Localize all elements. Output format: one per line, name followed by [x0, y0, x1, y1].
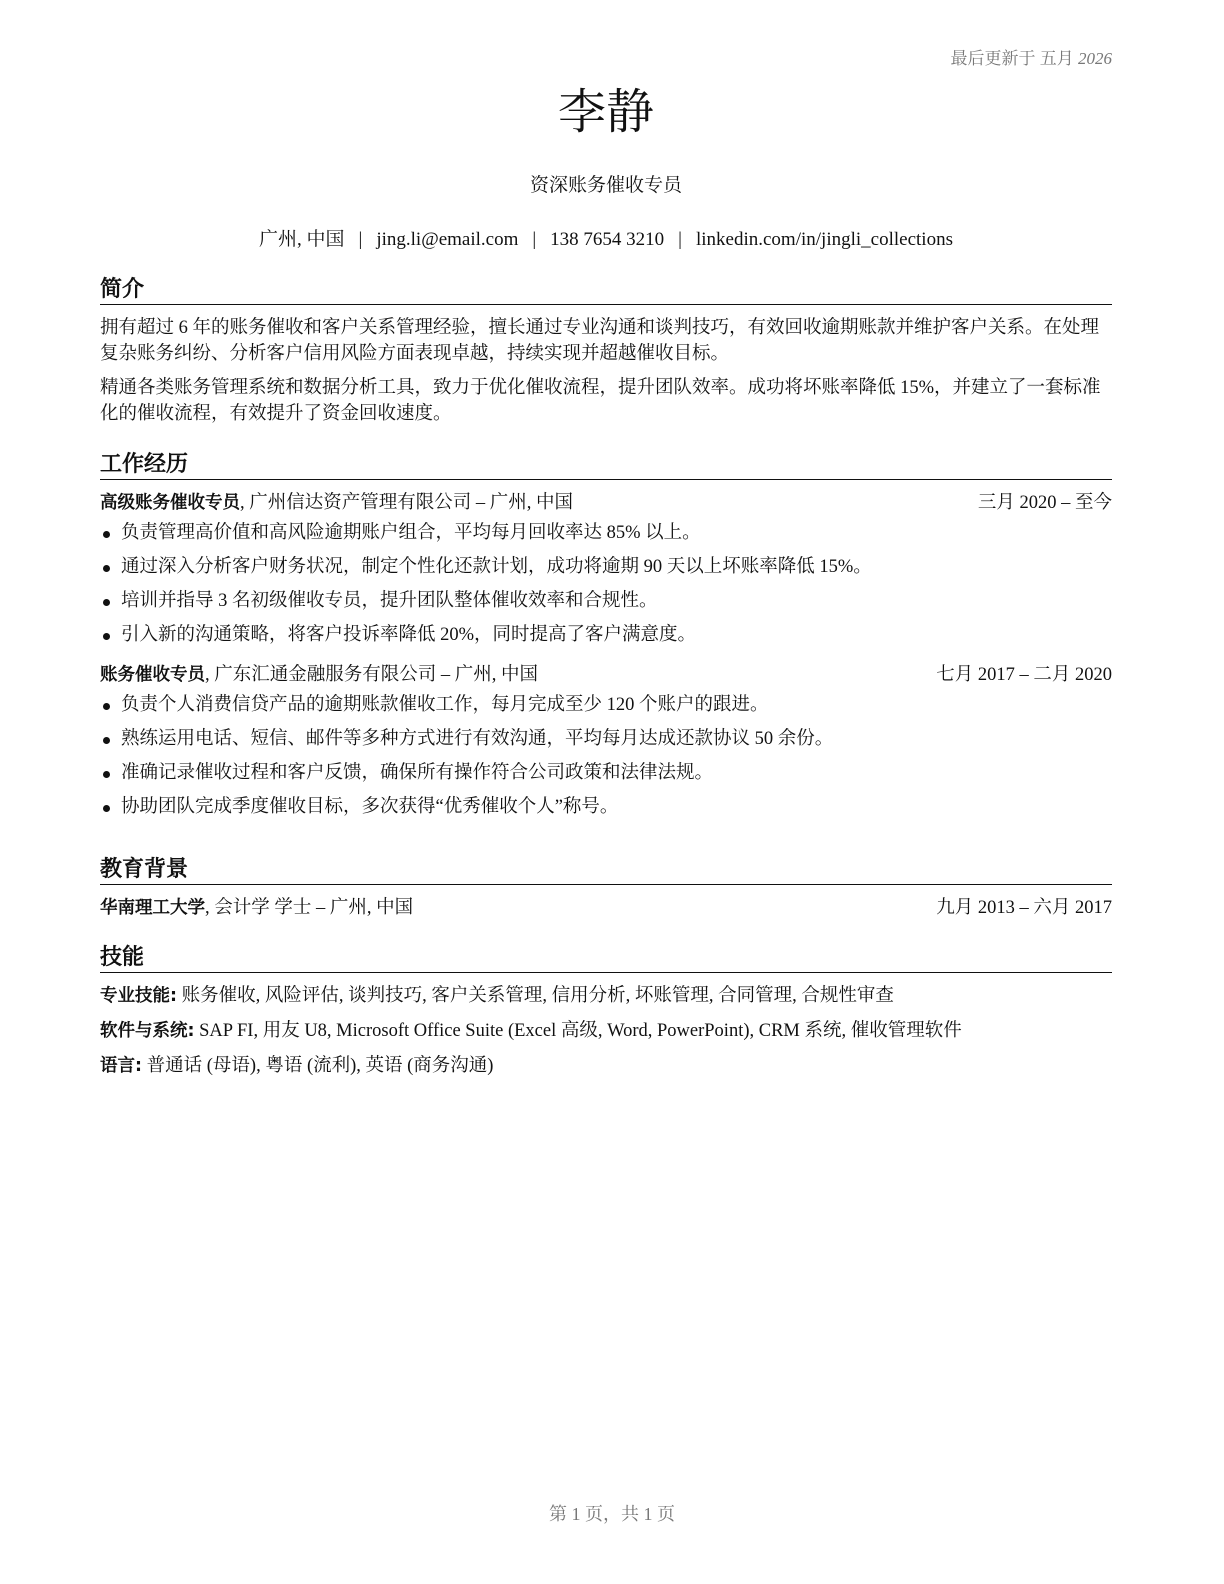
- skill-label: 语言:: [100, 1056, 142, 1076]
- job-title-company: [100, 490, 573, 516]
- summary-paragraph: 拥有超过 6 年的账务催收和客户关系管理经验，擅长通过专业沟通和谈判技巧，有效回收逾期账款并维护客户关系。在处理复杂账务纠纷、分析客户信用风险方面表现卓越，持续实现并超越催收目标。: [100, 318, 1100, 364]
- section-heading-summary: 简介: [100, 276, 1112, 305]
- job-title: 账务催收专员: [100, 665, 205, 685]
- experience-section: [100, 451, 1112, 828]
- contact-phone: 138 7654 3210: [550, 229, 665, 250]
- education-school: 华南理工大学: [100, 898, 205, 918]
- job-title: 高级账务催收专员: [100, 493, 240, 513]
- contact-separator: |: [532, 229, 537, 250]
- bullet-item: 协助团队完成季度催收目标，多次获得“优秀催收个人”称号。: [100, 794, 1112, 820]
- contact-location: 广州, 中国: [259, 229, 345, 250]
- job-dates: 三月 2020 – 至今: [977, 493, 1112, 513]
- last-updated: [951, 44, 1113, 69]
- contact-line: [100, 224, 1112, 251]
- bullet-item: 引入新的沟通策略，将客户投诉率降低 20%，同时提高了客户满意度。: [100, 622, 1112, 648]
- updated-prefix: 最后更新于 五月: [950, 49, 1074, 68]
- contact-linkedin[interactable]: linkedin.com/in/jingli_collections: [695, 229, 953, 250]
- section-heading-education: 教育背景: [100, 856, 1112, 885]
- skill-line: [100, 983, 1112, 1009]
- education-degree: , 会计学 学士 – 广州, 中国: [205, 898, 414, 918]
- bullet-item: 负责个人消费信贷产品的逾期账款催收工作，每月完成至少 120 个账户的跟进。: [100, 692, 1112, 718]
- education-entry: [100, 895, 1112, 921]
- skill-label: 软件与系统:: [100, 1021, 195, 1041]
- section-heading-experience: 工作经历: [100, 451, 1112, 480]
- education-section: [100, 856, 1112, 921]
- job-bullets: [100, 692, 1112, 820]
- summary-section: [100, 276, 1112, 435]
- bullet-item: 熟练运用电话、短信、邮件等多种方式进行有效沟通，平均每月达成还款协议 50 余份。: [100, 726, 1112, 752]
- job-company: , 广州信达资产管理有限公司 – 广州, 中国: [240, 493, 574, 513]
- page-footer: 第 1 页，共 1 页: [549, 1504, 675, 1524]
- job-entry: [100, 490, 1112, 648]
- job-dates: 七月 2017 – 二月 2020: [936, 665, 1112, 685]
- contact-separator: |: [358, 229, 363, 250]
- bullet-item: 通过深入分析客户财务状况，制定个性化还款计划，成功将逾期 90 天以上坏账率降低 15%。: [100, 554, 1112, 580]
- skill-value: 普通话 (母语), 粤语 (流利), 英语 (商务沟通): [142, 1056, 494, 1076]
- contact-separator: |: [678, 229, 682, 250]
- education-school-degree: [100, 895, 413, 921]
- skill-value: SAP FI, 用友 U8, Microsoft Office Suite (Excel 高级, Word, PowerPoint), CRM 系统, 催收管理软件: [194, 1021, 962, 1041]
- job-header: [100, 662, 1112, 688]
- bullet-item: 培训并指导 3 名初级催收专员，提升团队整体催收效率和合规性。: [100, 588, 1112, 614]
- bullet-item: 准确记录催收过程和客户反馈，确保所有操作符合公司政策和法律法规。: [100, 760, 1112, 786]
- job-header: [100, 490, 1112, 516]
- skill-value: 账务催收, 风险评估, 谈判技巧, 客户关系管理, 信用分析, 坏账管理, 合同管理, 合规性审查: [177, 986, 894, 1006]
- section-heading-skills: 技能: [100, 944, 1112, 973]
- skill-line: [100, 1053, 1112, 1079]
- job-entry: [100, 662, 1112, 820]
- education-dates: 九月 2013 – 六月 2017: [936, 898, 1112, 918]
- candidate-title: 资深账务催收专员: [529, 175, 682, 196]
- skills-section: [100, 944, 1112, 1088]
- candidate-name: 李静: [557, 84, 654, 140]
- updated-year: 2026: [1078, 49, 1112, 68]
- job-bullets: [100, 520, 1112, 648]
- skill-line: [100, 1018, 1112, 1044]
- summary-paragraph: 精通各类账务管理系统和数据分析工具，致力于优化催收流程，提升团队效率。成功将坏账率降低 15%，并建立了一套标准化的催收流程，有效提升了资金回收速度。: [100, 378, 1101, 424]
- job-title-company: [100, 662, 538, 688]
- skill-label: 专业技能:: [100, 986, 177, 1006]
- bullet-item: 负责管理高价值和高风险逾期账户组合，平均每月回收率达 85% 以上。: [100, 520, 1112, 546]
- contact-email[interactable]: jing.li@email.com: [376, 229, 519, 250]
- job-company: , 广东汇通金融服务有限公司 – 广州, 中国: [205, 665, 539, 685]
